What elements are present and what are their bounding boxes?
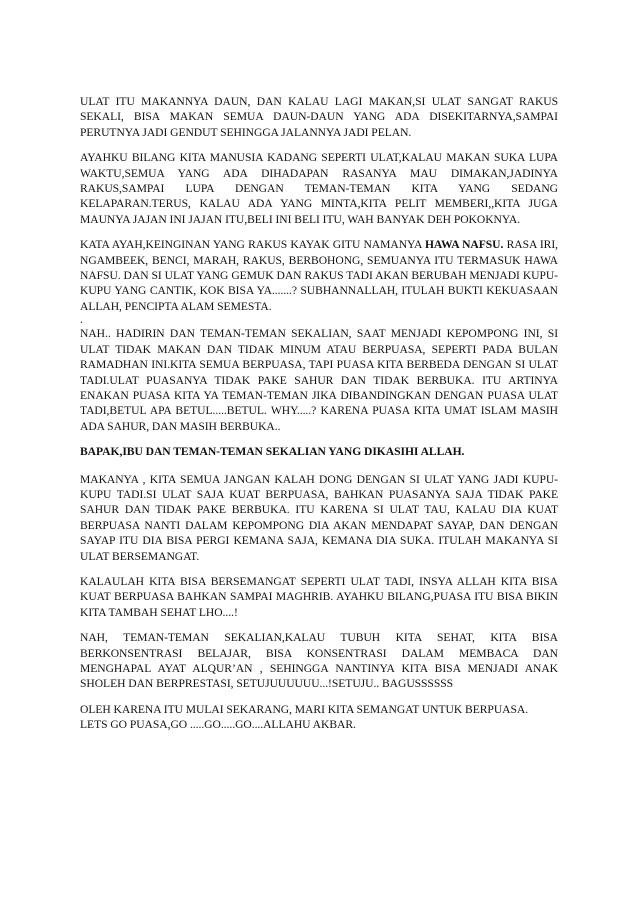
hawa-nafsu-intro: KATA AYAH,KEINGINAN YANG RAKUS KAYAK GITU NAMANYA [80,238,425,252]
closing-line-2: LETS GO PUASA,GO .....GO.....GO....ALLAHU AKBAR. [80,718,356,732]
paragraph-hawa-nafsu [80,237,558,314]
section-heading: BAPAK,IBU DAN TEMAN-TEMAN SEKALIAN YANG DIKASIHI ALLAH. [80,445,465,459]
hawa-nafsu-bold: HAWA NAFSU. [424,238,504,252]
closing-line-1: OLEH KARENA ITU MULAI SEKARANG, MARI KITA SEMANGAT UNTUK BERPUASA. [80,702,529,716]
paragraph-ulat-makan: ULAT ITU MAKANNYA DAUN, DAN KALAU LAGI MAKAN,SI ULAT SANGAT RAKUS SEKALI, BISA MAKAN SEMUA DAUN-DAUN YANG ADA DISEKITARNYA,SAMPAI PERUTNYA JADI GENDUT SEHINGGA JALANNYA JADI PELAN. [80,95,558,139]
paragraph-closing [80,702,558,733]
paragraph-makanya: MAKANYA , KITA SEMUA JANGAN KALAH DONG DENGAN SI ULAT YANG JADI KUPU-KUPU TADI.SI ULAT SAJA KUAT BERPUASA, BAHKAN PUASANYA SAJA TIDAK PAKE SAHUR DAN TIDAK PAKE BERBUKA. ITU KARENA SI ULAT TAU, KALAU DIA KUAT BERPUASA NANTI DALAM KEPOMPONG DIA AKAN MENDAPAT SAYAP, DAN DENGAN SAYAP ITU DIA BISA PERGI KEMANA SAJA, KEMANA DIA SUKA. ITULAH MAKANYA SI ULAT BERSEMANGAT. [80,472,558,563]
paragraph-kepompong: NAH.. HADIRIN DAN TEMAN-TEMAN SEKALIAN, SAAT MENJADI KEPOMPONG INI, SI ULAT TIDAK MAKAN DAN TIDAK MINUM ATAU BERPUASA, SEPERTI PADA BULAN RAMADHAN INI.KITA SEMUA BERPUASA, TAPI PUASA KITA BERBEDA DENGAN SI ULAT TADI.ULAT PUASANYA TIDAK PAKE SAHUR DAN TIDAK BERBUKA. ITU ARTINYA ENAKAN PUASA KITA YA TEMAN-TEMAN JIKA DIBANDINGKAN DENGAN PUASA ULAT TADI,BETUL APA BETUL.....BETUL. WHY.....? KARENA PUASA KITA UMAT ISLAM MASIH ADA SAHUR, DAN MASIH BERBUKA.. [80,327,558,433]
dot-separator: . [80,313,83,327]
paragraph-kalaulah: KALAULAH KITA BISA BERSEMANGAT SEPERTI ULAT TADI, INSYA ALLAH KITA BISA KUAT BERPUASA BAHKAN SAMPAI MAGHRIB. AYAHKU BILANG,PUASA ITU BISA BIKIN KITA TAMBAH SEHAT LHO....! [80,574,558,619]
hawa-nafsu-rest: RASA IRI, NGAMBEEK, BENCI, MARAH, RAKUS, BERBOHONG, SEMUANYA ITU TERMASUK HAWA NAFSU. DAN SI ULAT YANG GEMUK DAN RAKUS TADI AKAN BERUBAH MENJADI KUPU-KUPU YANG CANTIK, KOK BISA YA.......? SUBHANNALLAH, ITULAH BUKTI KEKUASAAN ALLAH, PENCIPTA ALAM SEMESTA. [80,238,559,313]
document-body [80,94,558,733]
paragraph-ayahku-bilang: AYAHKU BILANG KITA MANUSIA KADANG SEPERTI ULAT,KALAU MAKAN SUKA LUPA WAKTU,SEMUA YANG ADA DIHADAPAN RASANYA MAU DIMAKAN,JADINYA RAKUS,SAMPAI LUPA DENGAN TEMAN-TEMAN KITA YANG SEDANG KELAPARAN.TERUS, KALAU ADA YANG MINTA,KITA PELIT MEMBERI,,KITA JUGA MAUNYA JAJAN INI JAJAN ITU,BELI INI BELI ITU, WAH BANYAK DEH POKOKNYA. [80,151,558,226]
paragraph-sehat: NAH, TEMAN-TEMAN SEKALIAN,KALAU TUBUH KITA SEHAT, KITA BISA BERKONSENTRASI BELAJAR, BISA KONSENTRASI DALAM MEMBACA DAN MENGHAPAL AYAT ALQUR’AN , SEHINGGA NANTINYA KITA BISA MENJADI ANAK SHOLEH DAN BERPRESTASI, SETUJUUUUUU...!SETUJU.. BAGUSSSSSS [80,631,558,691]
